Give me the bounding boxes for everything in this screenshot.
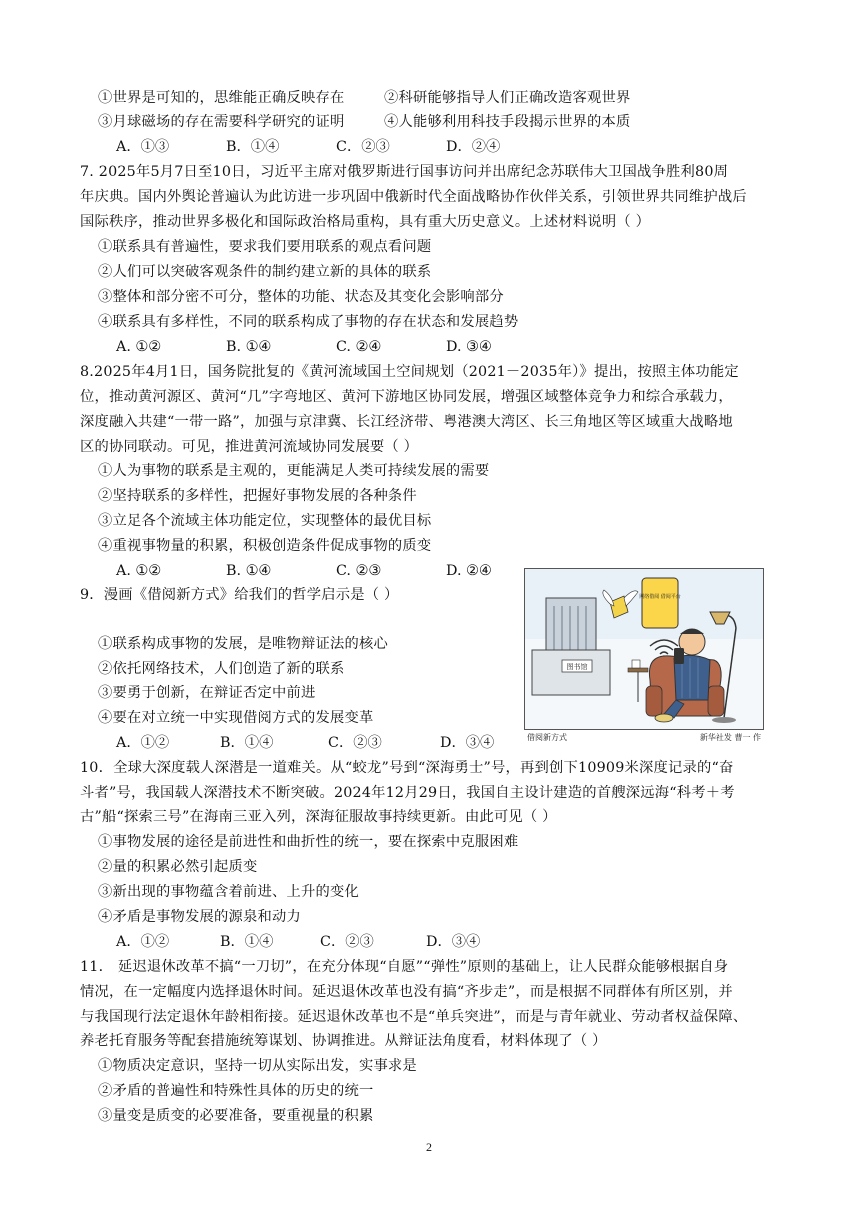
library-sign: 图书馆 xyxy=(566,663,588,671)
q10-option-b: B．①④ xyxy=(220,934,274,950)
q9-option-c: C．②③ xyxy=(328,735,382,751)
q10-option-a: A．①② xyxy=(116,934,170,950)
q7-item-2: ②人们可以突破客观条件的制约建立新的具体的联系 xyxy=(98,264,432,280)
q8-stem-line-1: 8.2025年4月1日，国务院批复的《黄河流域国土空间规划（2021－2035年）》提出，按照主体功能定 xyxy=(80,364,739,380)
q7-item-1: ①联系具有普遍性，要求我们要用联系的观点看问题 xyxy=(98,239,432,255)
q7-stem-line-3: 国际秩序，推动世界多极化和国际政治格局重构，具有重大历史意义。上述材料说明（ ） xyxy=(80,214,651,230)
q10-stem-line-2: 斗者”号，我国载人深潜技术不断突破。2024年12月29日，我国自主设计建造的首艘深远海“科考＋考 xyxy=(80,785,735,801)
q9-stem: 9．漫画《借阅新方式》给我们的哲学启示是（ ） xyxy=(80,587,399,603)
cartoon-illustration xyxy=(524,568,764,746)
q7-option-d: D. ③④ xyxy=(446,339,492,355)
q10-item-2: ②量的积累必然引起质变 xyxy=(98,859,258,875)
q10-stem-line-1: 10．全球大深度载人深潜是一道难关。从“蛟龙”号到“深海勇士”号，再到创下10909米深度记录的“奋 xyxy=(80,760,734,776)
q11-stem-line-4: 养老托育服务等配套措施统筹谋划、协调推进。从辩证法角度看，材料体现了（ ） xyxy=(80,1033,607,1049)
q8-option-d: D. ②④ xyxy=(446,563,492,579)
q7-item-3: ③整体和部分密不可分，整体的功能、状态及其变化会影响部分 xyxy=(98,289,504,305)
q8-option-c: C. ②③ xyxy=(336,563,382,579)
q9-item-4: ④要在对立统一中实现借阅方式的发展变革 xyxy=(98,710,374,726)
q7-option-b: B. ①④ xyxy=(226,339,272,355)
q7-item-4: ④联系具有多样性，不同的联系构成了事物的存在状态和发展趋势 xyxy=(98,314,519,330)
q8-item-3: ③立足各个流域主体功能定位，实现整体的最优目标 xyxy=(98,513,432,529)
q10-item-1: ①事物发展的途径是前进性和曲折性的统一，要在探索中克服困难 xyxy=(98,834,519,850)
cartoon-caption-credit: 新华社发 曹一 作 xyxy=(699,733,761,742)
q8-item-1: ①人为事物的联系是主观的，更能满足人类可持续发展的需要 xyxy=(98,463,490,479)
q9-item-1: ①联系构成事物的发展，是唯物辩证法的核心 xyxy=(98,636,388,652)
q11-item-3: ③量变是质变的必要准备，要重视量的积累 xyxy=(98,1108,374,1124)
q6-item-3: ③月球磁场的存在需要科学研究的证明 xyxy=(98,114,345,130)
q6-item-4: ④人能够利用科技手段揭示世界的本质 xyxy=(384,114,631,130)
q9-option-d: D．③④ xyxy=(440,735,495,751)
q7-stem-line-2: 年庆典。国内外舆论普遍认为此访进一步巩固中俄新时代全面战略协作伙伴关系，引领世界共同维护战后 xyxy=(80,189,747,205)
q6-item-2: ②科研能够指导人们正确改造客观世界 xyxy=(384,90,631,106)
q11-item-2: ②矛盾的普遍性和特殊性具体的历史的统一 xyxy=(98,1083,374,1099)
cartoon-borrowing-new-way xyxy=(524,568,764,746)
q7-stem-line-1: 7. 2025年5月7日至10日，习近平主席对俄罗斯进行国事访问并出席纪念苏联伟大卫国战争胜利80周 xyxy=(80,164,729,180)
q6-option-b: B．①④ xyxy=(226,139,280,155)
q6-option-c: C．②③ xyxy=(336,139,390,155)
q6-option-d: D．②④ xyxy=(446,139,501,155)
q9-option-a: A．①② xyxy=(116,735,170,751)
q8-option-b: B. ①④ xyxy=(226,563,272,579)
cartoon-caption-title: 借阅新方式 xyxy=(527,733,567,742)
q9-item-3: ③要勇于创新，在辩证否定中前进 xyxy=(98,685,316,701)
q8-stem-line-2: 位，推动黄河源区、黄河“几”字弯地区、黄河下游地区协同发展，增强区域整体竞争力和综合承载力， xyxy=(80,389,733,405)
q10-stem-line-3: 古”船“探索三号”在海南三亚入列，深海征服故事持续更新。由此可见（ ） xyxy=(80,809,557,825)
q8-option-a: A. ①② xyxy=(116,563,162,579)
q8-item-2: ②坚持联系的多样性，把握好事物发展的各种条件 xyxy=(98,488,417,504)
q8-stem-line-4: 区的协同联动。可见，推进黄河流域协同发展要（ ） xyxy=(80,439,419,455)
q11-stem-line-1: 11． 延迟退休改革不搞“一刀切”，在充分体现“自愿”“弹性”原则的基础上，让人民群众能够根据自身 xyxy=(80,959,729,975)
q11-item-1: ①物质决定意识，坚持一切从实际出发，实事求是 xyxy=(98,1058,417,1074)
q10-item-3: ③新出现的事物蕴含着前进、上升的变化 xyxy=(98,884,359,900)
q11-stem-line-3: 与我国现行法定退休年龄相衔接。延迟退休改革也不是“单兵突进”，而是与青年就业、劳动者权益保障、 xyxy=(80,1009,748,1025)
q6-option-a: A．①③ xyxy=(116,139,170,155)
q8-stem-line-3: 深度融入共建“一带一路”，加强与京津冀、长江经济带、粤港澳大湾区、长三角地区等区域重大战略地 xyxy=(80,414,733,430)
q8-item-4: ④重视事物量的积累，积极创造条件促成事物的质变 xyxy=(98,538,432,554)
q9-option-b: B．①④ xyxy=(220,735,274,751)
q9-item-2: ②依托网络技术，人们创造了新的联系 xyxy=(98,661,345,677)
q6-item-1: ①世界是可知的，思维能正确反映存在 xyxy=(98,90,345,106)
q10-item-4: ④矛盾是事物发展的源泉和动力 xyxy=(98,909,301,925)
q10-option-d: D．③④ xyxy=(426,934,481,950)
page-number: 2 xyxy=(426,1140,432,1154)
q10-option-c: C．②③ xyxy=(320,934,374,950)
q7-option-c: C. ②④ xyxy=(336,339,382,355)
q11-stem-line-2: 情况，在一定幅度内选择退休时间。延迟退休改革也没有搞“齐步走”，而是根据不同群体有所区别，并 xyxy=(80,984,733,1000)
phone-text: 网络借阅 借阅平台 xyxy=(639,594,681,600)
q7-option-a: A. ①② xyxy=(116,339,162,355)
